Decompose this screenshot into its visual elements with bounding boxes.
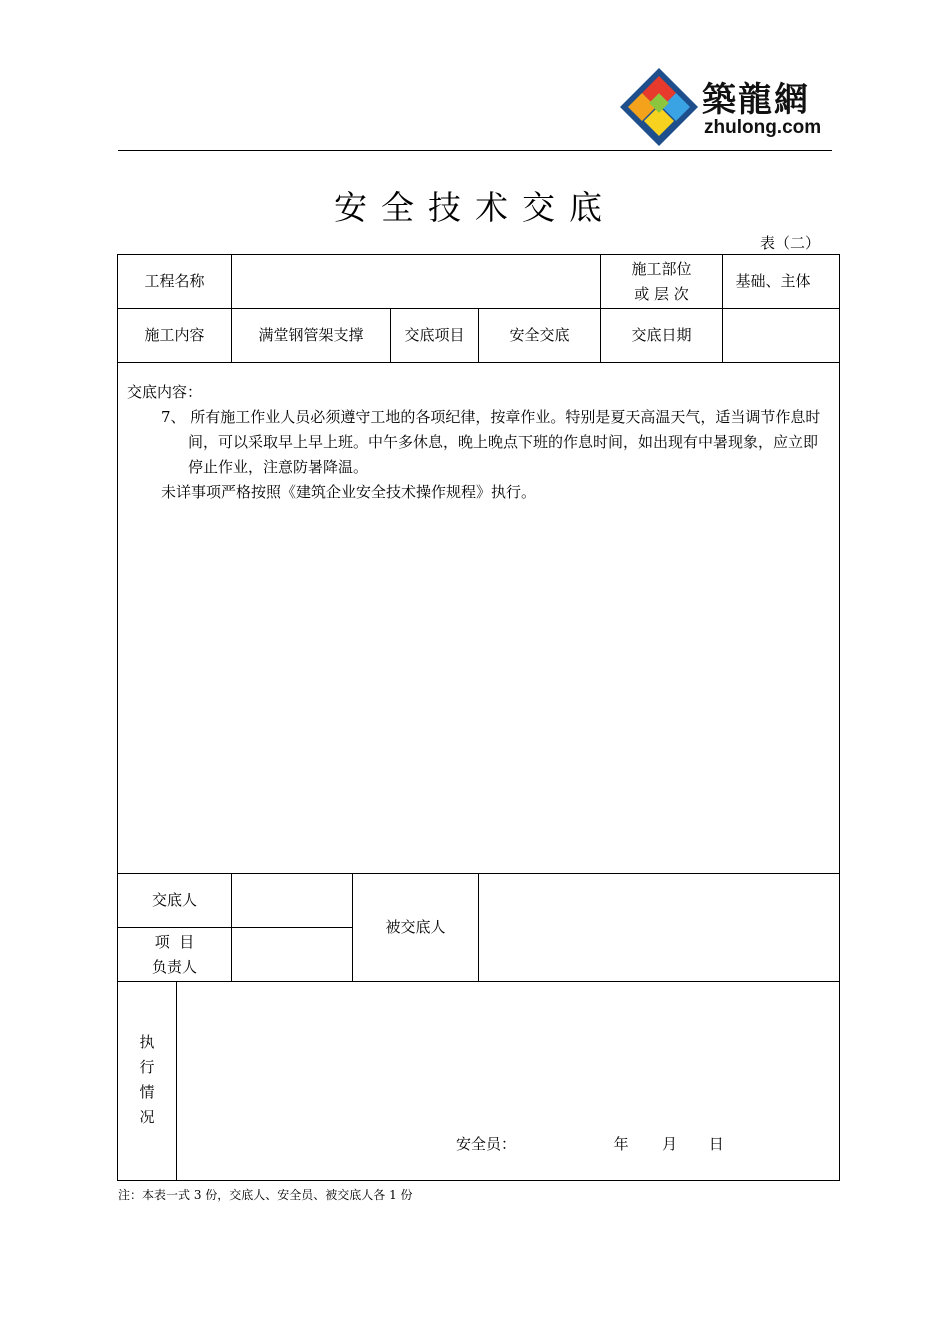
execution-char-3: 情 xyxy=(139,1083,155,1101)
disclosure-item-value[interactable]: 安全交底 xyxy=(509,326,570,344)
year-label: 年 xyxy=(613,1135,629,1153)
content-footer: 未详事项严格按照《建筑企业安全技术操作规程》执行。 xyxy=(161,483,537,501)
document-title: 安全技术交底 xyxy=(334,188,616,227)
construction-content-value[interactable]: 满堂钢管架支撑 xyxy=(258,326,364,344)
location-value[interactable]: 基础、主体 xyxy=(735,272,811,290)
footnote: 注：本表一式 3 份，交底人、安全员、被交底人各 1 份 xyxy=(118,1188,413,1202)
project-manager-signature[interactable] xyxy=(232,928,352,981)
logo-domain: zhulong.com xyxy=(704,117,822,138)
disclosure-content[interactable] xyxy=(127,380,832,505)
location-label-line1: 施工部位 xyxy=(631,259,692,278)
month-label: 月 xyxy=(662,1135,678,1153)
day-label: 日 xyxy=(708,1135,724,1153)
project-manager-label-line2: 负责人 xyxy=(151,957,197,976)
disclosure-date-value[interactable] xyxy=(723,309,839,362)
zhulong-logo xyxy=(618,66,833,148)
project-manager-label xyxy=(118,928,231,981)
receiver-signature[interactable] xyxy=(479,874,839,981)
safety-officer-label: 安全员： xyxy=(456,1135,517,1153)
disclosure-date-label: 交底日期 xyxy=(631,326,692,344)
content-heading: 交底内容： xyxy=(127,383,203,401)
project-manager-label-line1: 项 目 xyxy=(154,932,195,951)
discloser-label: 交底人 xyxy=(151,891,197,909)
execution-char-4: 况 xyxy=(139,1108,155,1126)
execution-char-2: 行 xyxy=(139,1058,155,1076)
location-label-line2: 或 层 次 xyxy=(634,284,689,303)
project-name-label: 工程名称 xyxy=(144,272,205,290)
execution-char-1: 执 xyxy=(139,1033,155,1051)
discloser-signature[interactable] xyxy=(232,874,352,927)
execution-label xyxy=(118,1030,176,1130)
logo-diamond-icon xyxy=(618,66,700,148)
form-number: 表（二） xyxy=(760,234,821,252)
project-name-value[interactable] xyxy=(232,255,600,308)
receiver-label: 被交底人 xyxy=(385,918,446,936)
header-rule xyxy=(118,150,832,151)
construction-content-label: 施工内容 xyxy=(144,326,205,344)
content-item-7: 7、 所有施工作业人员必须遵守工地的各项纪律，按章作业。特别是夏天高温天气，适当调节作息时间，可以采取早上早上班。中午多休息，晚上晚点下班的作息时间，如出现有中暑现象，应立即停止作业，注意防暑降温。 xyxy=(161,408,821,476)
safety-officer-signoff xyxy=(456,1133,724,1154)
location-label xyxy=(601,255,722,308)
disclosure-item-label: 交底项目 xyxy=(404,326,465,344)
logo-chinese-name: 築龍網 xyxy=(702,80,810,120)
